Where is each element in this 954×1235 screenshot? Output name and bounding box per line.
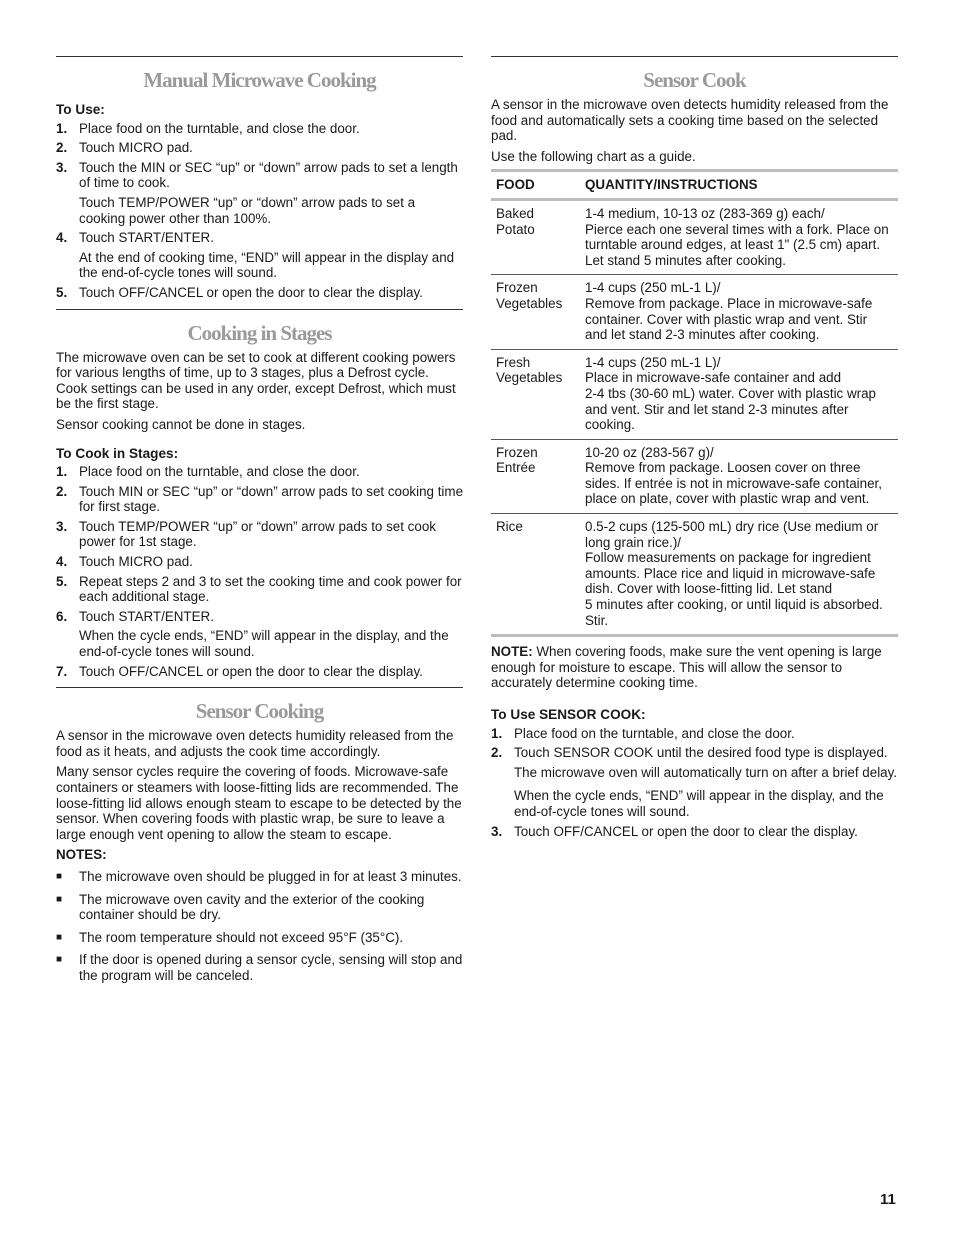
table-body <box>491 199 898 635</box>
step-body <box>79 484 463 515</box>
sensor-cook-intro: A sensor in the microwave oven detects humidity released from the food and automatically sets a cooking time based on the selected pad. <box>491 97 889 144</box>
notes-label: NOTES: <box>56 847 107 863</box>
step-body <box>79 464 463 480</box>
notes-list <box>56 869 463 984</box>
note-text: The room temperature should not exceed 95°F (35°C). <box>79 929 404 945</box>
step-item <box>56 285 463 301</box>
step-body <box>514 726 898 742</box>
step-text: Touch the MIN or SEC “up” or “down” arrow pads to set a length of time to cook. <box>79 159 458 191</box>
to-use-label: To Use: <box>56 102 105 117</box>
step-text: Touch MICRO pad. <box>79 554 193 570</box>
manual-steps-list <box>56 121 463 301</box>
to-cook-in-stages-label: To Cook in Stages: <box>56 445 179 461</box>
stages-intro-paragraph: The microwave oven can be set to cook at different cooking powers for various lengths of time, up to 3 stages, plus a Defrost cycle. Cook settings can be used in any order, except Defrost, which must be the first stage. <box>56 349 456 412</box>
section-divider <box>56 56 463 57</box>
food-cell: Frozen Entrée <box>491 439 580 513</box>
step-number: 7. <box>56 663 68 679</box>
note-item <box>56 952 463 983</box>
vent-note <box>491 644 898 691</box>
step-item <box>56 609 463 660</box>
step-text: Touch MIN or SEC “up” or “down” arrow pads to set cooking time for first stage. <box>79 483 464 515</box>
step-text: Touch START/ENTER. <box>79 608 214 624</box>
page-number: 11 <box>880 1191 896 1208</box>
instructions-cell: 1-4 cups (250 mL-1 L)/ Place in microwave-safe container and add 2-4 tbs (30-60 mL) water. Cover with plastic wrap and vent. Stir and let stand 2-3 minutes after cooking. <box>580 349 898 439</box>
step-text: Place food on the turntable, and close the door. <box>79 464 360 480</box>
food-cell: Rice <box>491 514 580 636</box>
step-body <box>79 664 463 680</box>
bullet-square-icon: ■ <box>56 870 63 882</box>
step-body <box>79 574 463 605</box>
step-body <box>79 554 463 570</box>
step-number: 5. <box>56 573 68 589</box>
step-text: Touch OFF/CANCEL or open the door to clear the display. <box>79 284 423 300</box>
sensor-cook-steps-list <box>491 726 898 840</box>
step-body <box>79 140 463 156</box>
table-header-row <box>491 171 898 200</box>
step-text: Touch TEMP/POWER “up” or “down” arrow pads to set cook power for 1st stage. <box>79 518 436 550</box>
food-cell: Frozen Vegetables <box>491 275 580 349</box>
cooking-in-stages-heading: Cooking in Stages <box>187 320 332 345</box>
instructions-cell: 1-4 medium, 10-13 oz (283-369 g) each/ Pierce each one several times with a fork. Place on turntable around edges, at least 1" (2.5 cm) apart. Let stand 5 minutes after cooking. <box>580 199 898 274</box>
step-number: 2. <box>56 140 68 156</box>
step-detail: At the end of cooking time, “END” will appear in the display and the end-of-cycle tones will sound. <box>79 249 455 281</box>
note-item <box>56 930 463 946</box>
step-number: 3. <box>491 823 503 839</box>
step-item <box>491 824 898 840</box>
step-number: 2. <box>491 745 503 761</box>
food-cell: Fresh Vegetables <box>491 349 580 439</box>
manual-cooking-heading: Manual Microwave Cooking <box>143 68 376 92</box>
step-body <box>79 609 463 660</box>
step-body <box>79 519 463 550</box>
step-item <box>56 121 463 137</box>
step-number: 3. <box>56 518 68 534</box>
table-row <box>491 275 898 349</box>
table-row <box>491 349 898 439</box>
step-item <box>56 554 463 570</box>
note-item <box>56 869 463 885</box>
section-divider <box>56 309 463 310</box>
bullet-square-icon: ■ <box>56 954 63 966</box>
step-item <box>56 160 463 226</box>
stages-note-paragraph: Sensor cooking cannot be done in stages. <box>56 416 306 432</box>
note-text: The microwave oven cavity and the exterior of the cooking container should be dry. <box>79 891 425 923</box>
step-number: 5. <box>56 284 68 300</box>
note-label: NOTE: <box>491 644 533 660</box>
step-item <box>56 484 463 515</box>
note-text: If the door is opened during a sensor cycle, sensing will stop and the program will be canceled. <box>79 952 463 983</box>
table-header-instructions: QUANTITY/INSTRUCTIONS <box>580 171 898 200</box>
right-column <box>491 56 898 843</box>
step-number: 2. <box>56 483 68 499</box>
step-body <box>514 745 898 819</box>
note-text: The microwave oven should be plugged in for at least 3 minutes. <box>79 868 462 884</box>
step-number: 1. <box>56 464 68 480</box>
step-body <box>79 160 463 226</box>
step-detail: When the cycle ends, “END” will appear in the display, and the end-of-cycle tones will sound. <box>79 628 449 660</box>
left-column <box>56 56 463 991</box>
step-text: Touch OFF/CANCEL or open the door to clear the display. <box>514 823 858 839</box>
bullet-square-icon: ■ <box>56 893 63 905</box>
sensor-cooking-paragraph-1: A sensor in the microwave oven detects humidity released from the food as it heats, and adjusts the cook time accordingly. <box>56 728 454 759</box>
table-row <box>491 514 898 636</box>
step-body <box>514 824 898 840</box>
note-item <box>56 892 463 923</box>
step-item <box>56 230 463 281</box>
sensor-cooking-paragraph-2: Many sensor cycles require the covering of foods. Microwave-safe containers or steamers with loose-fitting lids are recommended. The loose-fitting lid allows enough steam to escape to be detected by the sensor. When covering foods with plastic wrap, be sure to leave a large enough vent opening to allow the steam to escape. <box>56 764 462 842</box>
instructions-cell: 1-4 cups (250 mL-1 L)/ Remove from package. Place in microwave-safe container. Cover with plastic wrap and vent. Stir and let stand 2-3 minutes after cooking. <box>580 275 898 349</box>
step-number: 6. <box>56 608 68 624</box>
chart-guide-text: Use the following chart as a guide. <box>491 148 696 164</box>
step-item <box>56 664 463 680</box>
step-detail: The microwave oven will automatically turn on after a brief delay. <box>514 764 898 780</box>
step-text: Touch START/ENTER. <box>79 230 214 246</box>
step-number: 1. <box>56 120 68 136</box>
step-body <box>79 230 463 281</box>
step-number: 1. <box>491 725 503 741</box>
step-number: 4. <box>56 554 68 570</box>
step-item <box>56 574 463 605</box>
step-body <box>79 285 463 301</box>
step-item <box>491 745 898 819</box>
step-item <box>56 519 463 550</box>
step-body <box>79 121 463 137</box>
instructions-cell: 10-20 oz (283-567 g)/ Remove from package. Loosen cover on three sides. If entrée is not in microwave-safe container, place on plate, cover with plastic wrap and vent. <box>580 439 898 513</box>
instructions-cell: 0.5-2 cups (125-500 mL) dry rice (Use medium or long grain rice.)/ Follow measurements on package for ingredient amounts. Place rice and liquid in microwave-safe dish. Cover with loose-fitting lid. Let stand 5 minutes after cooking, or until liquid is absorbed. Stir. <box>580 514 898 636</box>
sensor-cook-heading: Sensor Cook <box>643 68 746 92</box>
step-text: Place food on the turntable, and close the door. <box>79 120 360 136</box>
step-number: 4. <box>56 230 68 246</box>
note-text: When covering foods, make sure the vent opening is large enough for moisture to escape. This will allow the sensor to accurately determine cooking time. <box>491 644 882 691</box>
step-text: Place food on the turntable, and close the door. <box>514 725 795 741</box>
sensor-cooking-heading: Sensor Cooking <box>195 699 324 724</box>
step-detail: When the cycle ends, “END” will appear in the display, and the end-of-cycle tones will sound. <box>514 788 884 819</box>
table-row <box>491 439 898 513</box>
bullet-square-icon: ■ <box>56 931 63 943</box>
to-use-sensor-cook-label: To Use SENSOR COOK: <box>491 707 646 722</box>
food-cell: Baked Potato <box>491 199 580 274</box>
step-text: Touch SENSOR COOK until the desired food type is displayed. <box>514 745 888 761</box>
table-header-food: FOOD <box>491 171 580 200</box>
step-number: 3. <box>56 159 68 175</box>
stages-steps-list <box>56 464 463 679</box>
step-item <box>56 140 463 156</box>
table-row <box>491 199 898 274</box>
step-item <box>56 464 463 480</box>
step-item <box>491 726 898 742</box>
sensor-cook-table <box>491 169 898 637</box>
step-detail: Touch TEMP/POWER “up” or “down” arrow pads to set a cooking power other than 100%. <box>79 194 416 226</box>
section-divider <box>491 56 898 57</box>
section-divider <box>56 687 463 688</box>
step-text: Touch MICRO pad. <box>79 140 193 156</box>
step-text: Touch OFF/CANCEL or open the door to clear the display. <box>79 663 423 679</box>
step-text: Repeat steps 2 and 3 to set the cooking time and cook power for each additional stage. <box>79 573 462 605</box>
